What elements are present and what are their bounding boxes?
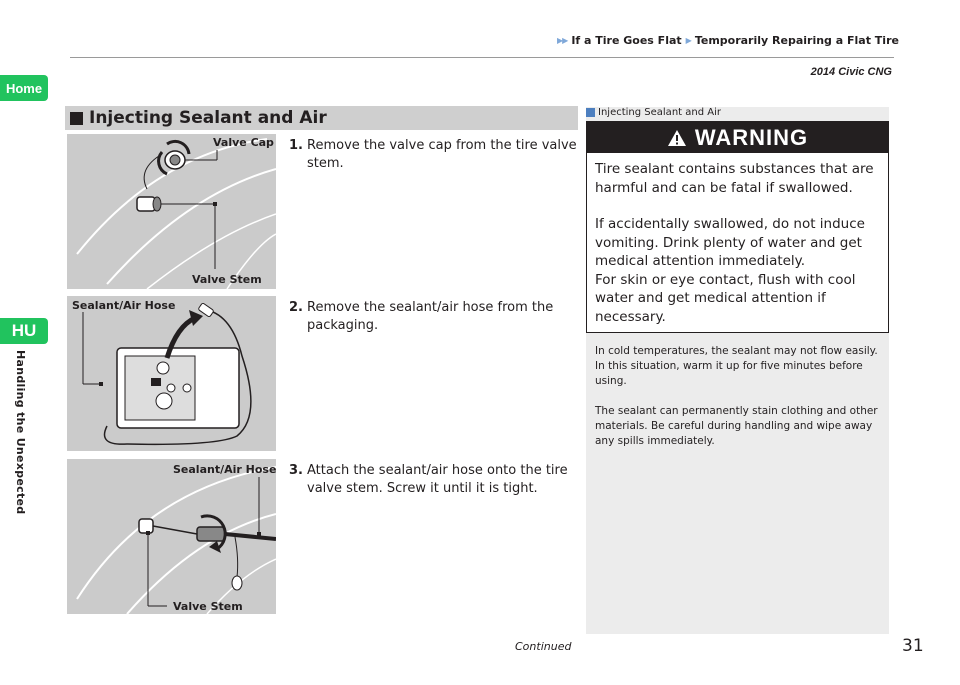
warning-heading: [587, 122, 888, 153]
step-number: 2.: [289, 300, 303, 315]
step-3: [289, 462, 577, 498]
warning-paragraph: If accidentally swallowed, do not induce vomiting. Drink plenty of water and get medical attention immediately.: [595, 216, 865, 269]
label-valve-stem: Valve Stem: [173, 600, 243, 613]
section-title: Injecting Sealant and Air: [89, 108, 327, 128]
note-marker-icon: [586, 108, 595, 117]
breadcrumb-arrow-icon: ▶: [685, 36, 691, 45]
header-divider: [70, 57, 894, 58]
note-body: [595, 344, 880, 464]
breadcrumb-item-flat-tire[interactable]: If a Tire Goes Flat: [571, 34, 682, 47]
page-number: 31: [902, 636, 924, 656]
section-header: [65, 106, 578, 130]
section-side-label: Handling the Unexpected: [14, 350, 27, 515]
valve-cap-drawing: [67, 134, 276, 289]
note-title: [586, 107, 721, 118]
label-sealant-hose: Sealant/Air Hose: [72, 299, 176, 312]
step-text: Remove the sealant/air hose from the packaging.: [307, 300, 554, 333]
step-1: [289, 137, 577, 173]
model-name: 2014 Civic CNG: [810, 66, 892, 78]
note-title-text: Injecting Sealant and Air: [598, 107, 721, 118]
section-tab-hu[interactable]: HU: [0, 318, 48, 344]
warning-paragraph: Tire sealant contains substances that are harmful and can be fatal if swallowed.: [595, 161, 874, 196]
label-sealant-hose: Sealant/Air Hose: [173, 463, 277, 476]
illustration-valve-cap: [67, 134, 276, 289]
warning-box: [586, 121, 889, 333]
step-text: Attach the sealant/air hose onto the tire valve stem. Screw it until it is tight.: [307, 463, 568, 496]
label-valve-cap: Valve Cap: [213, 136, 274, 149]
breadcrumb-arrow-icon: ▶▶: [557, 36, 568, 45]
continued-label: Continued: [515, 640, 572, 653]
step-number: 3.: [289, 463, 303, 478]
step-text: Remove the valve cap from the tire valve stem.: [307, 138, 577, 171]
section-bullet-icon: [70, 112, 83, 125]
label-valve-stem: Valve Stem: [192, 273, 262, 286]
illustration-attach-hose: [67, 459, 276, 614]
step-number: 1.: [289, 138, 303, 153]
note-paragraph: The sealant can permanently stain clothing and other materials. Be careful during handling and wipe away any spills immediately.: [595, 405, 878, 447]
step-2: [289, 299, 577, 335]
sealant-kit-drawing: [67, 296, 276, 451]
warning-paragraph: For skin or eye contact, flush with cool water and get medical attention if necessary.: [595, 271, 856, 325]
illustration-sealant-hose: [67, 296, 276, 451]
note-paragraph: In cold temperatures, the sealant may not flow easily. In this situation, warm it up for five minutes before using.: [595, 345, 878, 387]
attach-hose-drawing: [67, 459, 276, 614]
home-button[interactable]: Home: [0, 75, 48, 101]
breadcrumb-item-repairing[interactable]: Temporarily Repairing a Flat Tire: [694, 34, 899, 47]
warning-triangle-icon: [667, 129, 687, 147]
warning-heading-text: WARNING: [694, 124, 809, 150]
breadcrumb: [557, 34, 899, 47]
warning-body: [587, 153, 888, 333]
